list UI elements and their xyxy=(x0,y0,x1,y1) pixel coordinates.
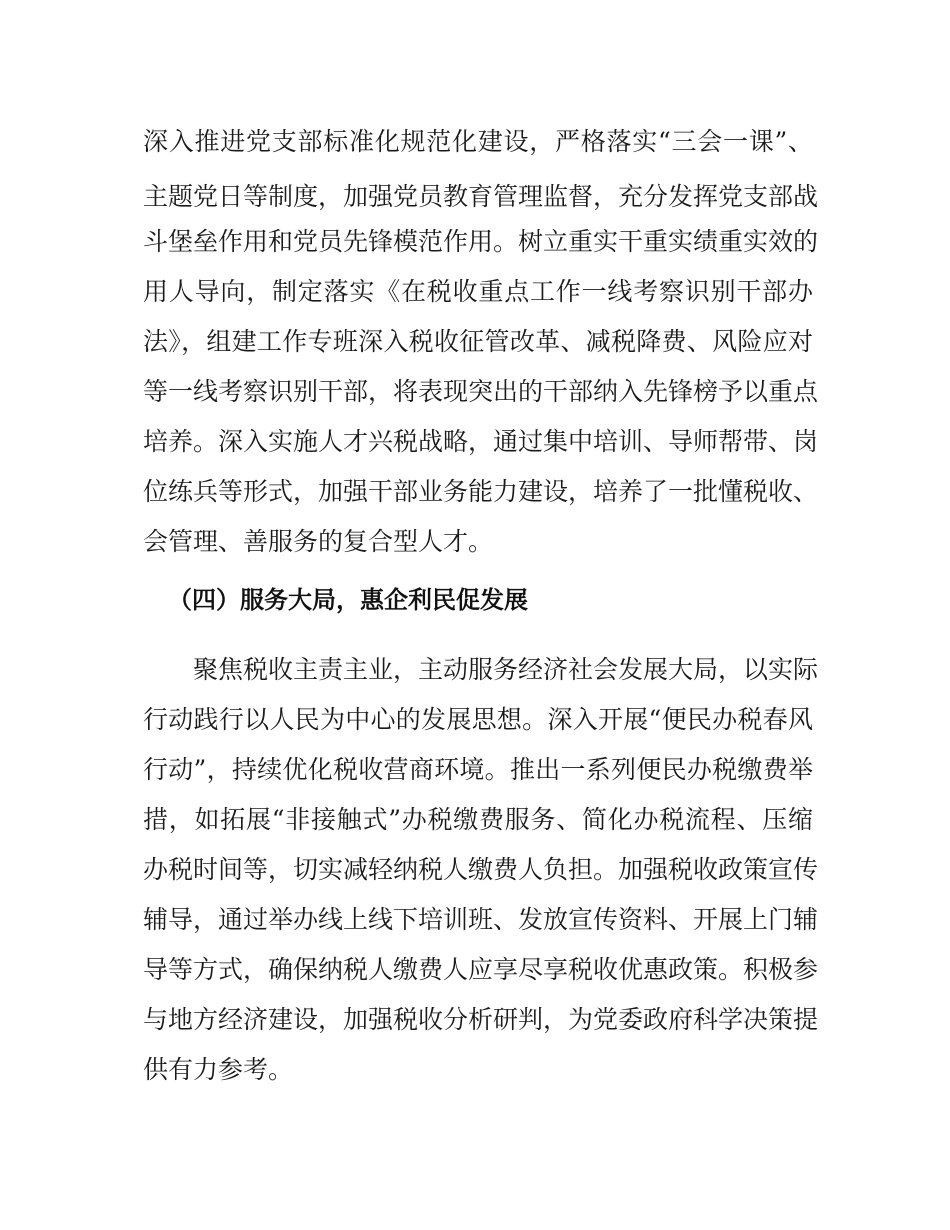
text-line: 辅导，通过举办线上线下培训班、发放宣传资料、开展上门辅 xyxy=(143,905,819,934)
text-line: 法》，组建工作专班深入税收征管改革、减税降费、风险应对 xyxy=(143,327,813,356)
text-line: 主题党日等制度，加强党员教育管理监督，充分发挥党支部战 xyxy=(143,182,819,211)
text-line: 办税时间等，切实减轻纳税人缴费人负担。加强税收政策宣传 xyxy=(143,855,819,884)
text-line: 培养。深入实施人才兴税战略，通过集中培训、导师帮带、岗 xyxy=(143,427,819,456)
text-line: 等一线考察识别干部，将表现突出的干部纳入先锋榜予以重点 xyxy=(143,377,819,406)
text-line: 导等方式，确保纳税人缴费人应享尽享税收优惠政策。积极参 xyxy=(143,955,819,984)
text-line: 供有力参考。 xyxy=(143,1055,294,1084)
text-line: 行动”，持续优化税收营商环境。推出一系列便民办税缴费举 xyxy=(143,755,813,784)
text-line: 用人导向，制定落实《在税收重点工作一线考察识别干部办 xyxy=(143,277,813,306)
section-heading: （四）服务大局，惠企利民促发展 xyxy=(168,586,528,614)
text-line: 行动践行以人民为中心的发展思想。深入开展“便民办税春风 xyxy=(143,705,813,734)
text-line: 会管理、善服务的复合型人才。 xyxy=(143,527,494,556)
text-line: 与地方经济建设，加强税收分析研判，为党委政府科学决策提 xyxy=(143,1005,819,1034)
text-line: 聚焦税收主责主业，主动服务经济社会发展大局，以实际 xyxy=(193,655,819,684)
text-line: 斗堡垒作用和党员先锋模范作用。树立重实干重实绩重实效的 xyxy=(143,227,819,256)
text-line: 位练兵等形式，加强干部业务能力建设，培养了一批懂税收、 xyxy=(143,477,819,506)
text-line: 措，如拓展“非接触式”办税缴费服务、简化办税流程、压缩 xyxy=(143,805,813,834)
text-line: 深入推进党支部标准化规范化建设，严格落实“三会一课”、 xyxy=(143,127,813,156)
